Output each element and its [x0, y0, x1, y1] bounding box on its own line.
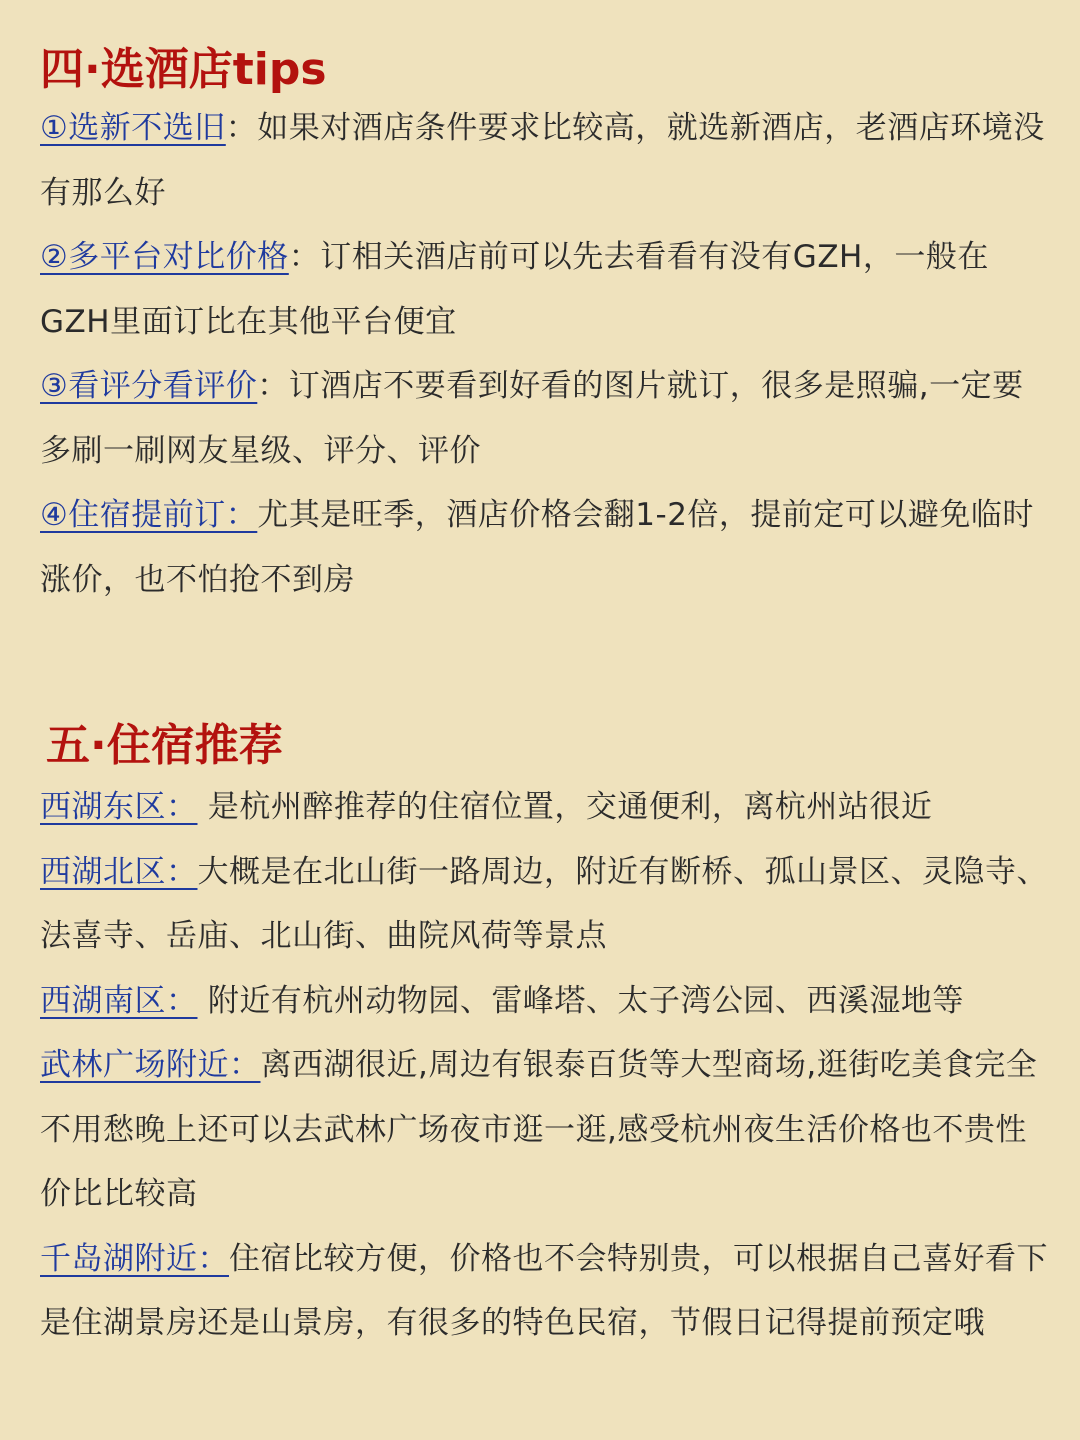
- area-text: 附近有杭州动物园、雷峰塔、太子湾公园、西溪湿地等: [197, 982, 964, 1019]
- area-item: [40, 1033, 1054, 1227]
- tip-text: ：订相关酒店前可以先去看看有没有GZH，一般在GZH里面订比在其他平台便宜: [40, 239, 989, 340]
- tip-text: 尤其是旺季，酒店价格会翻1-2倍，提前定可以避免临时涨价，也不怕抢不到房: [40, 497, 1034, 598]
- section-title: 四·选酒店tips: [40, 44, 327, 95]
- tip-label: ④住宿提前订：: [40, 497, 258, 533]
- area-text: 离西湖很近,周边有银泰百货等大型商场,逛街吃美食完全不用愁晚上还可以去武林广场夜市逛一逛,感受杭州夜生活价格也不贵性价比比较高: [40, 1047, 1038, 1212]
- area-label: 西湖北区：: [40, 853, 198, 890]
- area-item: [40, 775, 1054, 840]
- area-item: [40, 1227, 1054, 1356]
- area-label: 西湖东区：: [40, 789, 198, 825]
- section-accommodation: [0, 716, 1080, 1356]
- area-text: 住宿比较方便，价格也不会特别贵，可以根据自己喜好看下是住湖景房还是山景房，有很多的特色民宿，节假日记得提前预定哦: [40, 1240, 1048, 1341]
- tip-item: [40, 96, 1054, 225]
- tip-item: [40, 225, 1054, 354]
- area-label: 武林广场附近：: [40, 1047, 261, 1083]
- tip-label: ①选新不选旧: [40, 110, 226, 146]
- area-item: [40, 969, 1054, 1034]
- tips-list: [0, 96, 1080, 612]
- tip-item: [40, 483, 1054, 612]
- tip-text: ：如果对酒店条件要求比较高，就选新酒店，老酒店环境没有那么好: [40, 110, 1045, 211]
- tip-item: [40, 354, 1054, 483]
- section-title: 五·住宿推荐: [46, 720, 283, 771]
- area-label: 西湖南区：: [40, 982, 198, 1019]
- area-label: 千岛湖附近：: [40, 1240, 229, 1277]
- area-text: 是杭州醉推荐的住宿位置，交通便利，离杭州站很近: [197, 789, 933, 825]
- tip-label: ②多平台对比价格: [40, 239, 289, 275]
- tip-label: ③看评分看评价: [40, 368, 258, 404]
- area-item: [40, 840, 1054, 969]
- section-hotel-tips: [0, 40, 1080, 612]
- area-text: 大概是在北山街一路周边，附近有断桥、孤山景区、灵隐寺、法喜寺、岳庙、北山街、曲院风荷等景点: [40, 853, 1048, 954]
- area-list: [0, 775, 1080, 1356]
- tip-text: ：订酒店不要看到好看的图片就订，很多是照骗,一定要多刷一刷网友星级、评分、评价: [40, 368, 1024, 469]
